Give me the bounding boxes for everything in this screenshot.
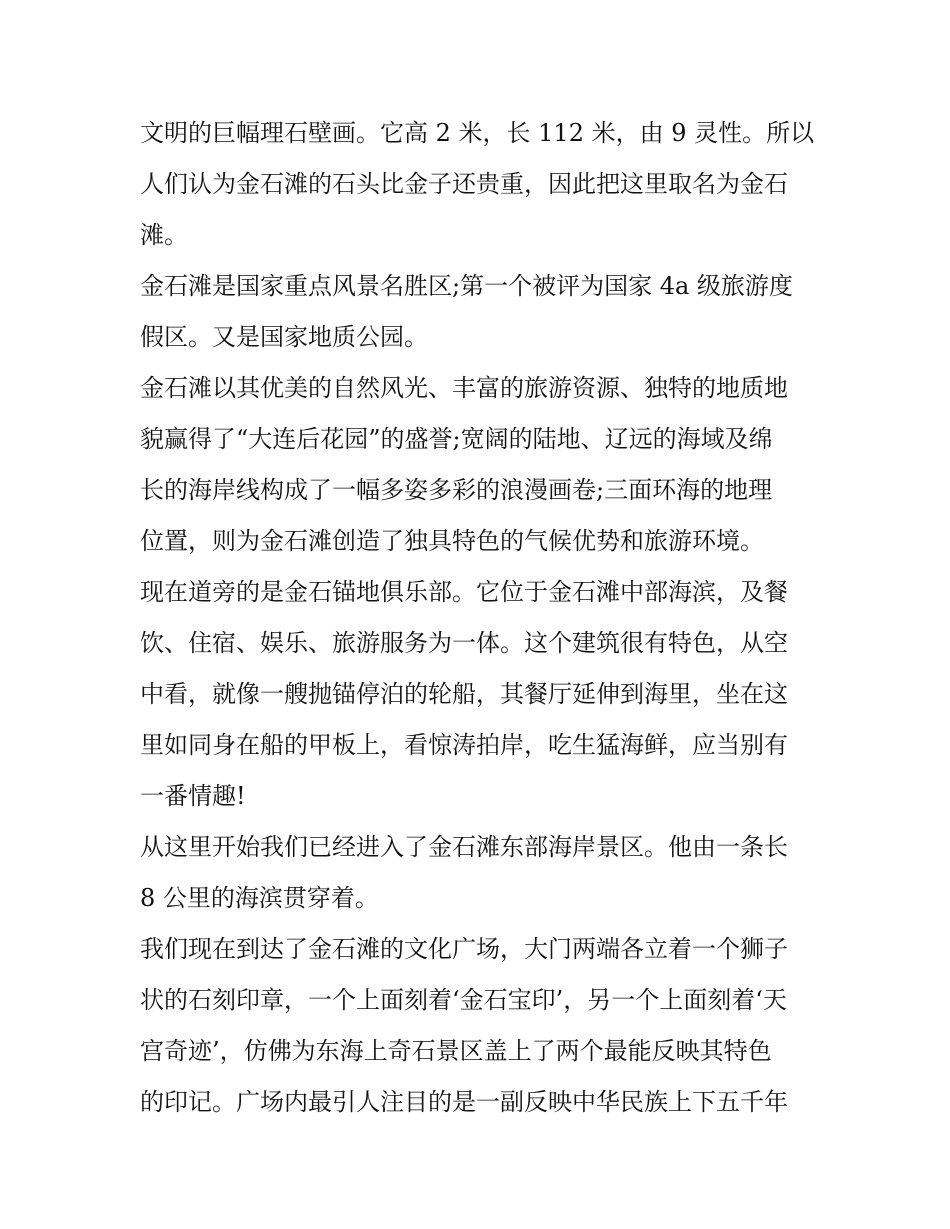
- text-line: 文明的巨幅理石壁画。它高 2 米，长 112 米，由 9 灵性。所以: [140, 119, 815, 147]
- text-line: 貌赢得了“大连后花园”的盛誉;宽阔的陆地、辽远的海域及绵: [140, 425, 773, 453]
- document-body: [140, 108, 820, 1128]
- text-line: 状的石刻印章，一个上面刻着‘金石宝印’，另一个上面刻着‘天: [140, 986, 787, 1014]
- text-line: 宫奇迹’，仿佛为东海上奇石景区盖上了两个最能反映其特色: [140, 1037, 772, 1065]
- text-line: 我们现在到达了金石滩的文化广场，大门两端各立着一个狮子: [140, 935, 788, 963]
- text-line: 饮、住宿、娱乐、旅游服务为一体。这个建筑很有特色，从空: [140, 629, 788, 657]
- text-line: 长的海岸线构成了一幅多姿多彩的浪漫画卷;三面环海的地理: [140, 476, 773, 504]
- text-line: 里如同身在船的甲板上，看惊涛拍岸，吃生猛海鲜，应当别有: [140, 731, 788, 759]
- text-line: 现在道旁的是金石锚地俱乐部。它位于金石滩中部海滨，及餐: [140, 578, 788, 606]
- text-line: 从这里开始我们已经进入了金石滩东部海岸景区。他由一条长: [140, 833, 788, 861]
- text-line: 金石滩以其优美的自然风光、丰富的旅游资源、独特的地质地: [140, 374, 788, 402]
- text-line: 中看，就像一艘抛锚停泊的轮船，其餐厅延伸到海里，坐在这: [140, 680, 788, 708]
- text-line: 人们认为金石滩的石头比金子还贵重，因此把这里取名为金石: [140, 170, 788, 198]
- text-line: 一番情趣!: [140, 782, 246, 810]
- text-line: 假区。又是国家地质公园。: [140, 323, 428, 351]
- text-line: 滩。: [140, 221, 188, 249]
- text-line: 位置，则为金石滩创造了独具特色的气候优势和旅游环境。: [140, 527, 764, 555]
- text-line: 金石滩是国家重点风景名胜区;第一个被评为国家 4a 级旅游度: [140, 272, 793, 300]
- text-line: 的印记。广场内最引人注目的是一副反映中华民族上下五千年: [140, 1088, 788, 1116]
- text-line: 8 公里的海滨贯穿着。: [140, 884, 379, 912]
